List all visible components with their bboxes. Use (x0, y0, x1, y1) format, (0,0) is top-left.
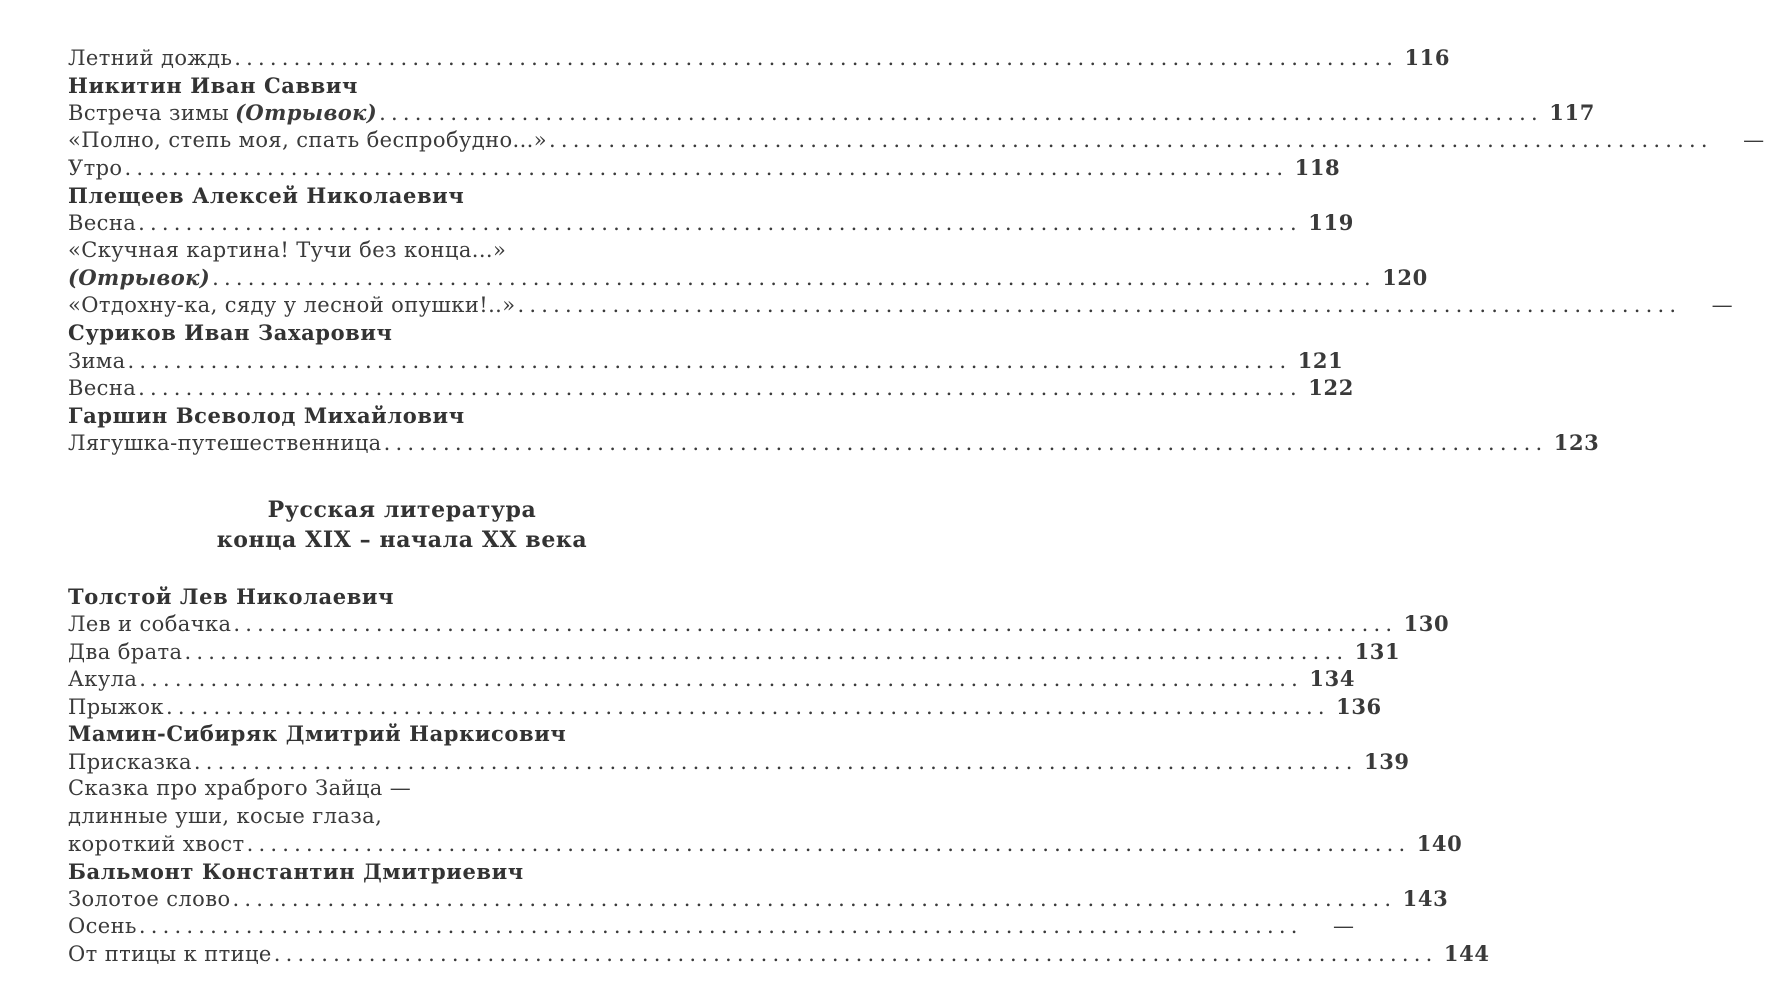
toc-entry (68, 693, 1382, 721)
dot-leader: .................................................................................................. (233, 612, 1398, 636)
entry-page-number: — (1333, 913, 1355, 938)
entry-title: Прыжок (68, 694, 164, 719)
dot-leader: .................................................................................................. (232, 887, 1397, 911)
toc-entry (68, 264, 1428, 292)
entry-title: Утро (68, 156, 123, 180)
author-heading: Суриков Иван Захарович (68, 320, 393, 345)
entry-page-number: 120 (1382, 265, 1428, 290)
entry-page-number: 131 (1354, 638, 1401, 664)
entry-title-line: длинные уши, косые глаза, (68, 803, 383, 828)
author-heading: Гаршин Всеволод Михайлович (68, 402, 465, 428)
toc-entry (68, 209, 1354, 237)
entry-title: Летний дождь (68, 46, 233, 70)
toc-entry (68, 940, 1490, 968)
author-heading: Толстой Лев Николаевич (68, 583, 395, 609)
entry-title: Весна (68, 211, 137, 235)
dot-leader: .................................................................................................. (138, 913, 1303, 938)
dot-leader: .................................................................................................. (138, 211, 1302, 235)
entry-title: Акула (68, 667, 138, 691)
dot-leader: .................................................................................................. (517, 292, 1682, 317)
entry-title: Осень (68, 913, 137, 938)
toc-entry (68, 429, 1600, 457)
toc-entry (68, 127, 1765, 155)
entry-title: Присказка (68, 749, 192, 774)
entry-page-number: 118 (1294, 155, 1341, 180)
dot-leader: .................................................................................................. (127, 348, 1292, 373)
entry-page-number: 140 (1416, 831, 1463, 856)
entry-title: Встреча зимы (68, 101, 230, 125)
entry-page-number: 143 (1402, 886, 1449, 911)
entry-title: «Полно, степь моя, спать беспробудно...» (68, 127, 547, 152)
dot-leader: .................................................................................................. (124, 156, 1289, 180)
dot-leader: .................................................................................................. (138, 376, 1302, 400)
toc-entry (68, 610, 1450, 638)
entry-title: Лев и собачка (68, 612, 232, 636)
entry-title: Два брата (68, 639, 183, 664)
entry-page-number: 119 (1308, 210, 1354, 235)
section-heading-line: Русская литература (267, 496, 537, 523)
toc-entry (68, 99, 1595, 127)
author-heading: Бальмонт Константин Дмитриевич (68, 858, 524, 884)
entry-note: (Отрывок) (68, 265, 211, 290)
entry-title-line: Сказка про храброго Зайца — (68, 776, 412, 800)
toc-entry (68, 913, 1355, 941)
entry-title: Весна (68, 376, 137, 400)
toc-entry (68, 638, 1401, 666)
entry-page-number: 139 (1364, 748, 1410, 774)
author-heading: Никитин Иван Саввич (68, 72, 358, 98)
author-heading: Плещеев Алексей Николаевич (68, 182, 465, 208)
toc-entry (68, 154, 1341, 182)
author-heading: Мамин-Сибиряк Дмитрий Наркисович (68, 721, 567, 746)
dot-leader: .................................................................................................. (379, 101, 1543, 125)
dot-leader: .................................................................................................. (383, 431, 1548, 455)
entry-title: От птицы к птице (68, 942, 272, 966)
entry-page-number: 130 (1403, 611, 1450, 636)
dot-leader: .................................................................................................. (212, 266, 1376, 290)
entry-page-number: 117 (1549, 100, 1595, 125)
dot-leader: .................................................................................................. (234, 46, 1399, 70)
table-of-contents (68, 44, 1765, 968)
entry-page-number: 121 (1297, 347, 1344, 373)
entry-title: Лягушка-путешественница (68, 431, 382, 455)
toc-entry (68, 292, 1734, 320)
dot-leader: .................................................................................................. (139, 667, 1304, 691)
entry-page-number: — (1711, 292, 1734, 317)
toc-entry (68, 885, 1449, 913)
section-heading-line: конца XIX – начала XX века (216, 526, 588, 553)
entry-title-line: «Скучная картина! Тучи без конца...» (68, 237, 507, 262)
dot-leader: .................................................................................................. (273, 942, 1438, 966)
dot-leader: .................................................................................................. (165, 694, 1330, 719)
toc-entry (68, 665, 1356, 693)
dot-leader: .................................................................................................. (184, 639, 1349, 664)
section-heading (68, 495, 736, 555)
dot-leader: .................................................................................................. (193, 749, 1358, 774)
entry-page-number: 134 (1309, 666, 1356, 691)
dot-leader: .................................................................................................. (548, 127, 1713, 152)
entry-title: Зима (68, 348, 126, 373)
entry-page-number: 116 (1404, 45, 1451, 70)
entry-title: Золотое слово (68, 887, 231, 911)
entry-title: короткий хвост (68, 832, 245, 856)
entry-page-number: 144 (1443, 941, 1490, 966)
entry-page-number: — (1743, 127, 1765, 152)
entry-page-number: 122 (1308, 375, 1354, 400)
entry-page-number: 136 (1336, 693, 1382, 719)
toc-entry (68, 44, 1451, 72)
entry-title: «Отдохну-ка, сяду у лесной опушки!..» (68, 292, 516, 317)
entry-note: (Отрывок) (235, 100, 378, 125)
dot-leader: .................................................................................................. (246, 832, 1411, 856)
entry-page-number: 123 (1553, 430, 1600, 455)
toc-entry (68, 347, 1344, 375)
toc-entry (68, 830, 1463, 858)
toc-entry (68, 748, 1410, 776)
toc-entry (68, 374, 1354, 402)
